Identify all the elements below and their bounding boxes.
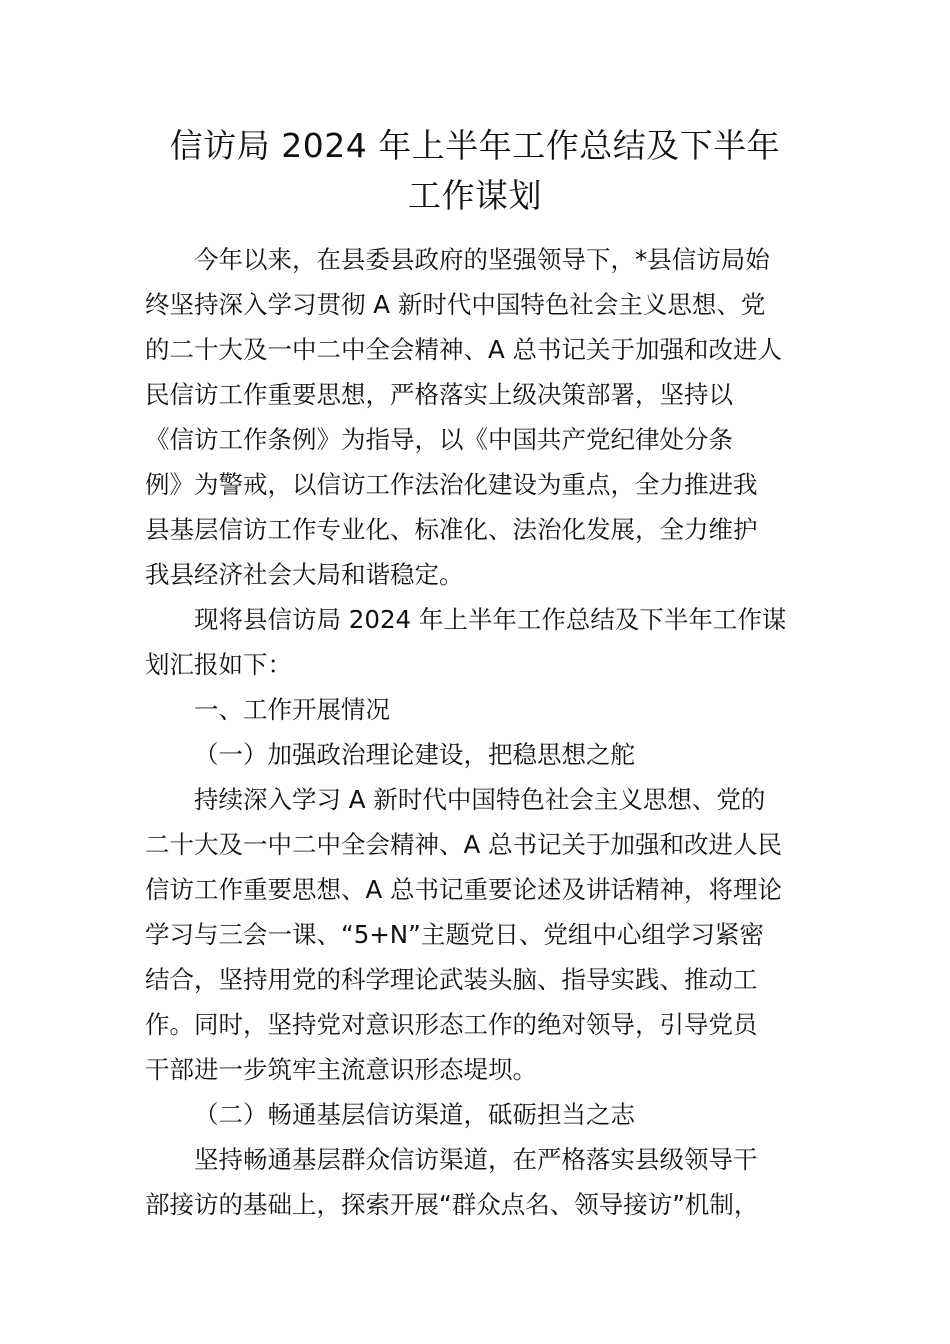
body-line: 信访工作重要思想、A 总书记重要论述及讲话精神，将理论 (145, 875, 783, 904)
body-line: 现将县信访局 2024 年上半年工作总结及下半年工作谋 (194, 605, 787, 634)
body-line: 民信访工作重要思想，严格落实上级决策部署，坚持以 (145, 380, 733, 409)
body-line: 《信访工作条例》为指导，以《中国共产党纪律处分条 (145, 425, 733, 454)
section-heading: 一、工作开展情况 (194, 695, 390, 724)
body-line: 终坚持深入学习贯彻 A 新时代中国特色社会主义思想、党 (145, 290, 766, 319)
body-line: 例》为警戒，以信访工作法治化建设为重点，全力推进我 (145, 470, 758, 499)
body-line: 今年以来，在县委县政府的坚强领导下，*县信访局始 (194, 245, 770, 274)
body-line: 划汇报如下： (145, 650, 292, 679)
body-line: 部接访的基础上，探索开展“群众点名、领导接访”机制， (145, 1190, 759, 1219)
body-line: 我县经济社会大局和谐稳定。 (145, 560, 464, 589)
body-line: 县基层信访工作专业化、标准化、法治化发展，全力维护 (145, 515, 758, 544)
body-line: 二十大及一中二中全会精神、A 总书记关于加强和改进人民 (145, 830, 783, 859)
subsection-heading: （一）加强政治理论建设，把稳思想之舵 (194, 740, 635, 769)
body-line: 持续深入学习 A 新时代中国特色社会主义思想、党的 (194, 785, 766, 814)
document-title-line-2: 工作谋划 (408, 176, 542, 215)
body-line: 作。同时，坚持党对意识形态工作的绝对领导，引导党员 (145, 1010, 758, 1039)
body-line: 干部进一步筑牢主流意识形态堤坝。 (145, 1055, 537, 1084)
body-line: 学习与三会一课、“5+N”主题党日、党组中心组学习紧密 (145, 920, 764, 949)
document-title-line-1: 信访局 2024 年上半年工作总结及下半年 (169, 126, 781, 165)
body-line: 结合，坚持用党的科学理论武装头脑、指导实践、推动工 (145, 965, 758, 994)
subsection-heading: （二）畅通基层信访渠道，砥砺担当之志 (194, 1100, 635, 1129)
body-line: 坚持畅通基层群众信访渠道，在严格落实县级领导干 (194, 1145, 758, 1174)
body-line: 的二十大及一中二中全会精神、A 总书记关于加强和改进人 (145, 335, 783, 364)
